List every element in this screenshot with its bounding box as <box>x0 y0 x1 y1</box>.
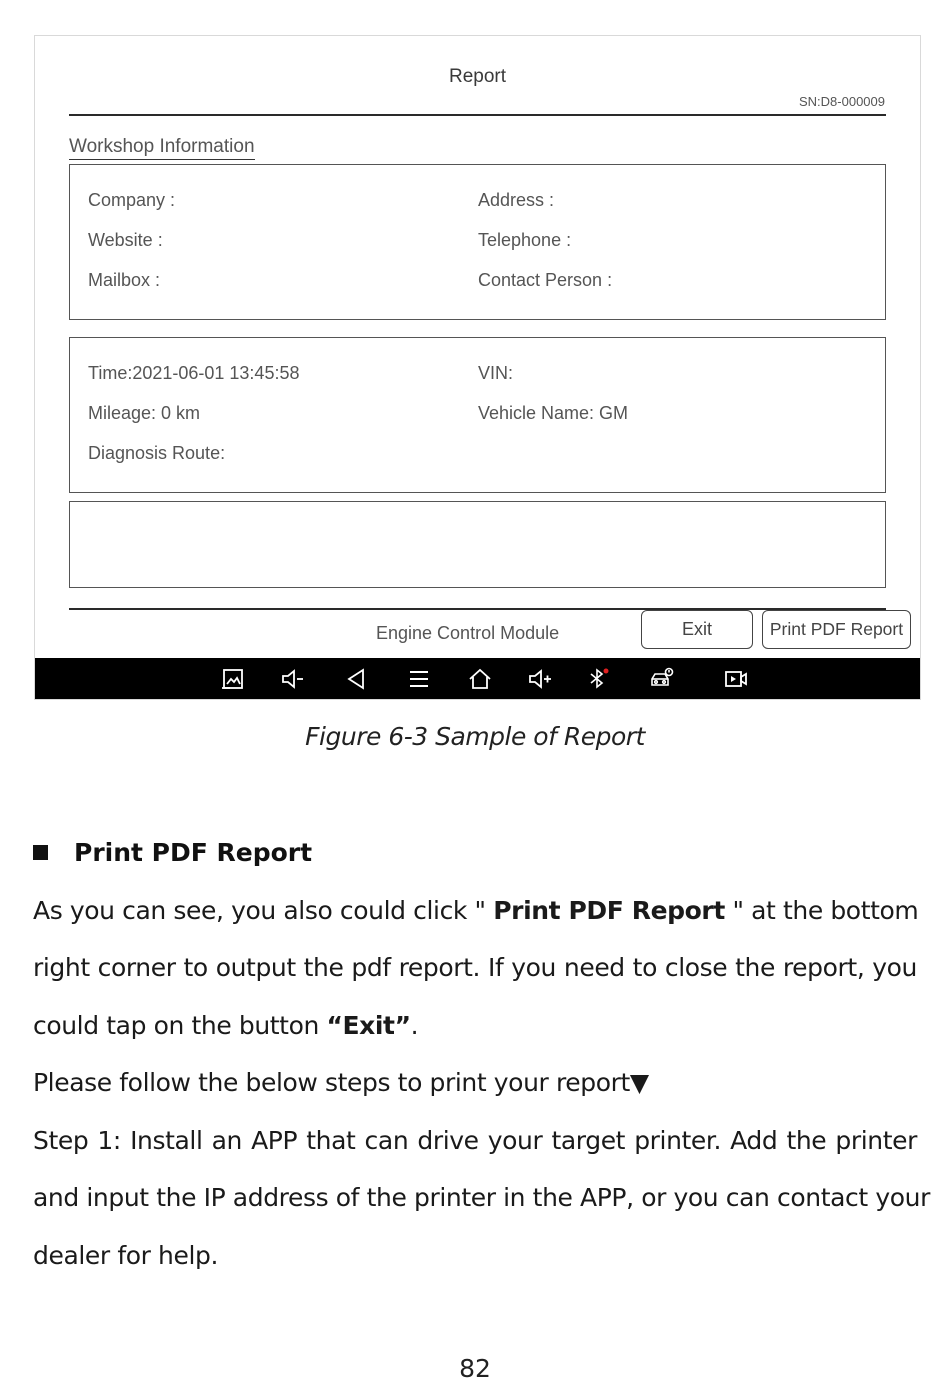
screen-record-icon[interactable] <box>721 665 751 693</box>
title-divider <box>69 114 886 116</box>
address-field: Address : <box>478 190 555 210</box>
bluetooth-icon[interactable] <box>583 665 613 693</box>
paragraph-line: dealer for help. <box>33 1241 219 1270</box>
text-run: As you can see, you also could click " <box>33 896 494 925</box>
time-field: Time:2021-06-01 13:45:58 <box>88 363 300 383</box>
telephone-field: Telephone : <box>478 230 572 250</box>
figure-caption: Figure 6-3 Sample of Report <box>305 722 645 751</box>
mileage-field: Mileage: 0 km <box>88 403 201 423</box>
website-field: Website : <box>88 230 163 250</box>
back-icon[interactable] <box>341 665 371 693</box>
text-run: could tap on the button <box>33 1011 327 1040</box>
system-navigation-bar <box>35 658 920 700</box>
report-title: Report <box>448 66 507 87</box>
text-run: . <box>410 1011 419 1040</box>
workshop-info-box <box>69 164 886 320</box>
menu-icon[interactable] <box>404 665 434 693</box>
module-name: Engine Control Module <box>376 623 560 643</box>
page-number: 82 <box>459 1354 491 1383</box>
company-field: Company : <box>88 190 176 210</box>
section-heading <box>33 838 312 867</box>
text-run: " at the bottom <box>724 896 919 925</box>
serial-number: SN:D8-000009 <box>799 94 885 109</box>
square-bullet-icon <box>33 845 48 860</box>
paragraph-line <box>33 896 917 925</box>
report-screenshot <box>34 35 921 700</box>
mailbox-field: Mailbox : <box>88 270 161 290</box>
bottom-divider <box>69 608 886 610</box>
bold-text-run: “Exit” <box>326 1011 411 1040</box>
bold-text-run: Print PDF Report <box>493 896 725 925</box>
contact-person-field: Contact Person : <box>478 270 613 290</box>
paragraph-line: Please follow the below steps to print your report▼ <box>33 1068 649 1097</box>
screenshot-icon[interactable] <box>218 665 248 693</box>
paragraph-line: and input the IP address of the printer in the APP, or you can contact your <box>33 1183 930 1212</box>
volume-down-icon[interactable] <box>278 665 308 693</box>
paragraph-line <box>33 1011 917 1040</box>
vehicle-name-field: Vehicle Name: GM <box>478 403 629 423</box>
report-screen <box>35 36 920 658</box>
paragraph-line: Step 1: Install an APP that can drive your target printer. Add the printer <box>33 1126 917 1155</box>
volume-up-icon[interactable] <box>525 665 555 693</box>
vin-field: VIN: <box>478 363 514 383</box>
workshop-information-heading: Workshop Information <box>69 136 255 160</box>
vehicle-info-box <box>69 337 886 493</box>
diagnosis-route-field: Diagnosis Route: <box>88 443 226 463</box>
home-icon[interactable] <box>465 665 495 693</box>
print-pdf-report-button[interactable]: Print PDF Report <box>762 610 911 649</box>
report-content-box <box>69 501 886 588</box>
exit-button[interactable]: Exit <box>641 610 753 649</box>
paragraph-line: right corner to output the pdf report. If you need to close the report, you <box>33 953 917 982</box>
vehicle-diagnostics-icon[interactable] <box>647 665 677 693</box>
section-heading-text: Print PDF Report <box>74 838 313 867</box>
